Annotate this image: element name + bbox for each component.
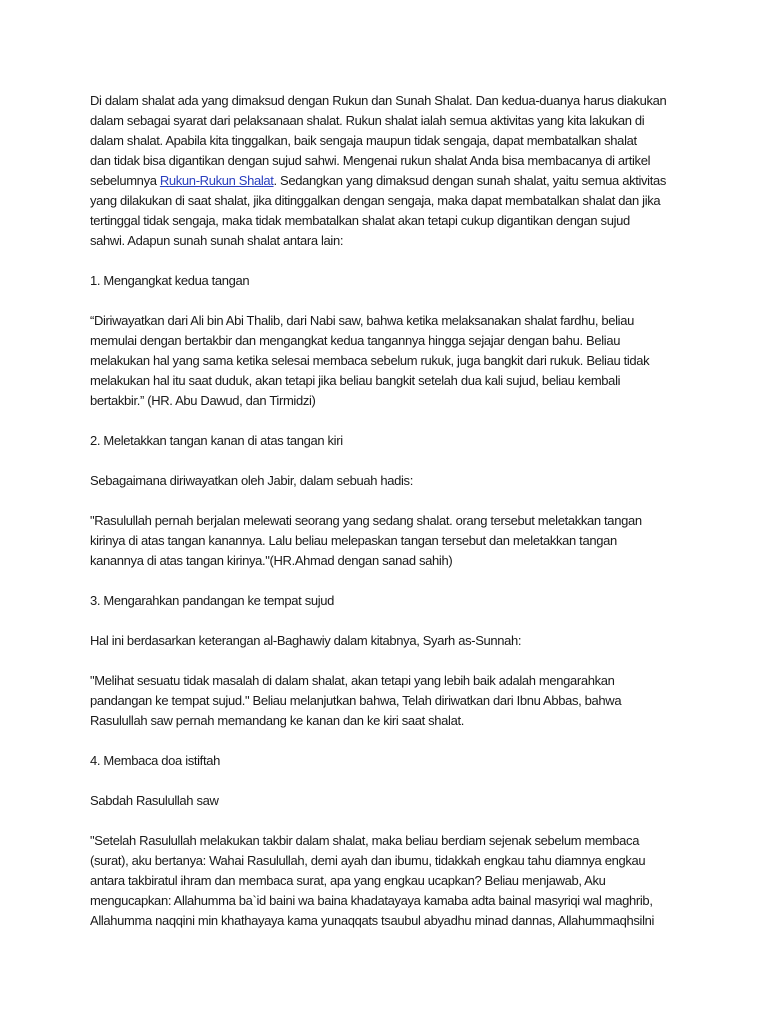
- text-line: antara takbiratul ihram dan membaca surat, apa yang engkau ucapkan? Beliau menjawab, Aku: [90, 873, 606, 888]
- heading-text: 2. Meletakkan tangan kanan di atas tangan kiri: [90, 433, 343, 448]
- text-line-with-link: [90, 171, 690, 191]
- text-line: "Setelah Rasulullah melakukan takbir dalam shalat, maka beliau berdiam sejenak sebelum membaca: [90, 833, 640, 848]
- heading-text: 3. Mengarahkan pandangan ke tempat sujud: [90, 593, 335, 608]
- text-line: Hal ini berdasarkan keterangan al-Baghawiy dalam kitabnya, Syarh as-Sunnah:: [90, 633, 522, 648]
- text-line: sahwi. Adapun sunah sunah shalat antara lain:: [90, 233, 344, 248]
- hadith-quote: [90, 511, 690, 571]
- intro-sentence: [90, 471, 690, 491]
- intro-sentence: [90, 631, 690, 651]
- text-line: Rasulullah saw pernah memandang ke kanan dan ke kiri saat shalat.: [90, 713, 464, 728]
- section-heading: [90, 591, 690, 611]
- text-line: melakukan hal itu saat duduk, akan tetapi jika beliau bangkit setelah dua kali sujud, beliau kembali: [90, 373, 621, 388]
- text-line: melakukan hal yang sama ketika selesai membaca sebelum rukuk, juga bangkit dari rukuk. Beliau tidak: [90, 353, 650, 368]
- hadith-quote: [90, 831, 690, 931]
- text-line: Di dalam shalat ada yang dimaksud dengan Rukun dan Sunah Shalat. Dan kedua-duanya harus diakukan: [90, 93, 667, 108]
- text-line: Sebagaimana diriwayatkan oleh Jabir, dalam sebuah hadis:: [90, 473, 413, 488]
- hadith-quote: [90, 311, 690, 411]
- section-heading: [90, 271, 690, 291]
- intro-paragraph: [90, 91, 690, 251]
- text-line: (surat), aku bertanya: Wahai Rasulullah, demi ayah dan ibumu, tidakkah engkau tahu diamnya engkau: [90, 853, 646, 868]
- text-line: dalam sebagai syarat dari pelaksanaan shalat. Rukun shalat ialah semua aktivitas yang kita lakukan di: [90, 113, 645, 128]
- link-prefix: sebelumnya: [90, 173, 160, 188]
- document-page: [90, 91, 690, 951]
- text-line: memulai dengan bertakbir dan mengangkat kedua tangannya hingga sejajar dengan bahu. Beliau: [90, 333, 621, 348]
- text-line: kirinya di atas tangan kanannya. Lalu beliau melepaskan tangan tersebut dan meletakkan tangan: [90, 533, 617, 548]
- text-line: "Melihat sesuatu tidak masalah di dalam shalat, akan tetapi yang lebih baik adalah mengarahkan: [90, 673, 615, 688]
- text-line: Sabdah Rasulullah saw: [90, 793, 219, 808]
- text-line: dalam shalat. Apabila kita tinggalkan, baik sengaja maupun tidak sengaja, dapat membatalkan shalat: [90, 133, 637, 148]
- heading-text: 4. Membaca doa istiftah: [90, 753, 220, 768]
- rukun-rukun-shalat-link[interactable]: Rukun-Rukun Shalat: [159, 173, 274, 188]
- text-line: “Diriwayatkan dari Ali bin Abi Thalib, dari Nabi saw, bahwa ketika melaksanakan shalat fardhu, beliau: [90, 313, 634, 328]
- text-line: tertinggal tidak sengaja, maka tidak membatalkan shalat akan tetapi cukup digantikan dengan sujud: [90, 213, 630, 228]
- hadith-quote: [90, 671, 690, 731]
- text-line: pandangan ke tempat sujud." Beliau melanjutkan bahwa, Telah diriwatkan dari Ibnu Abbas, bahwa: [90, 693, 622, 708]
- heading-text: 1. Mengangkat kedua tangan: [90, 273, 250, 288]
- section-heading: [90, 431, 690, 451]
- text-line: mengucapkan: Allahumma ba`id baini wa baina khadatayaya kamaba adta bainal masyriqi wal maghrib,: [90, 893, 653, 908]
- text-line: yang dilakukan di saat shalat, jika ditinggalkan dengan sengaja, maka dapat membatalkan shalat dan jika: [90, 193, 661, 208]
- text-line: Allahumma naqqini min khathayaya kama yunaqqats tsaubul abyadhu minad dannas, Allahummaqhsilni: [90, 913, 655, 928]
- intro-sentence: [90, 791, 690, 811]
- text-line: "Rasulullah pernah berjalan melewati seorang yang sedang shalat. orang tersebut meletakkan tangan: [90, 513, 642, 528]
- text-line: bertakbir.” (HR. Abu Dawud, dan Tirmidzi): [90, 393, 316, 408]
- section-heading: [90, 751, 690, 771]
- text-line: dan tidak bisa digantikan dengan sujud sahwi. Mengenai rukun shalat Anda bisa membacanya di artikel: [90, 153, 651, 168]
- text-line: kanannya di atas tangan kirinya."(HR.Ahmad dengan sanad sahih): [90, 553, 453, 568]
- link-suffix: . Sedangkan yang dimaksud dengan sunah shalat, yaitu semua aktivitas: [273, 173, 666, 188]
